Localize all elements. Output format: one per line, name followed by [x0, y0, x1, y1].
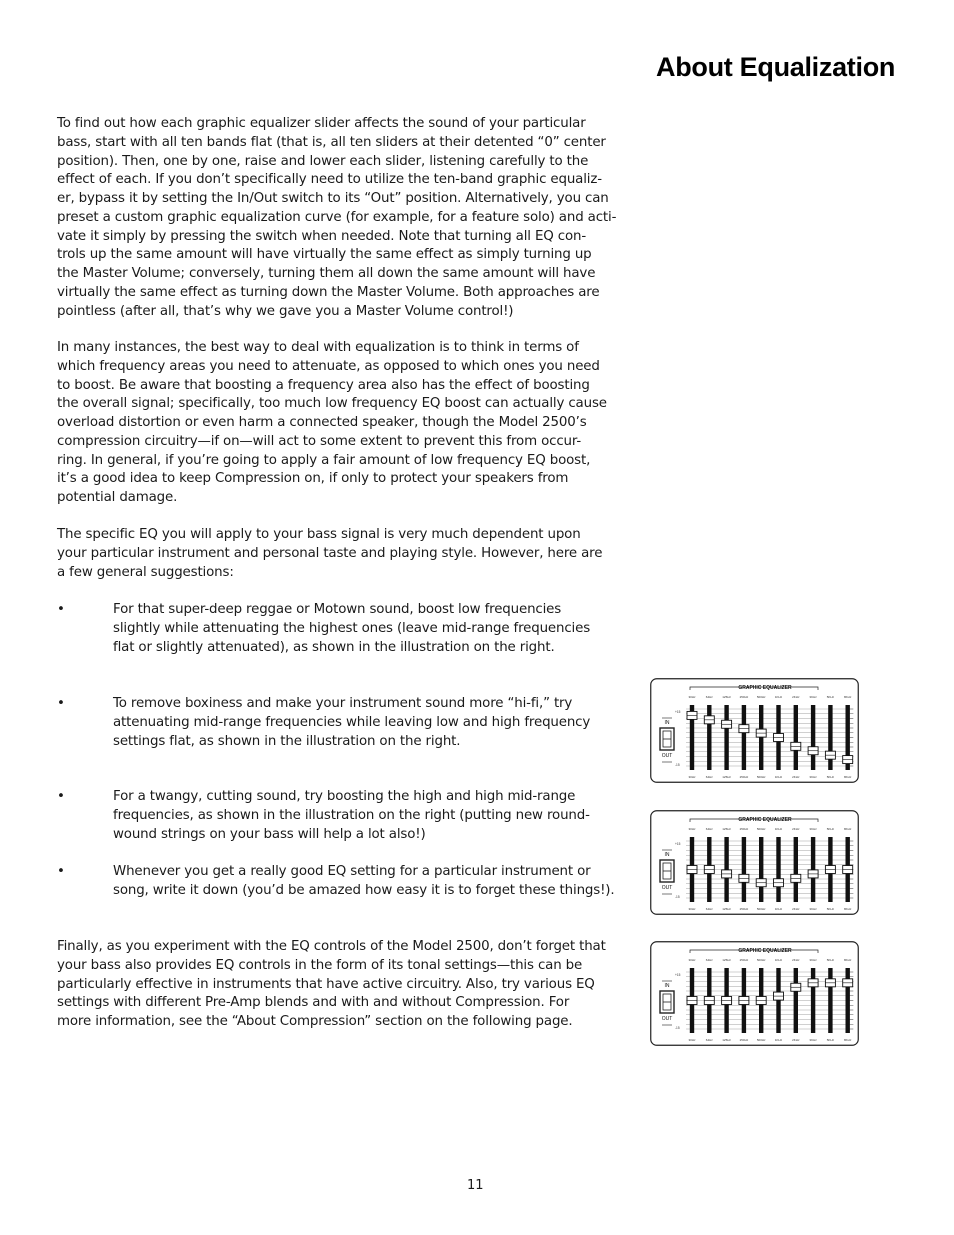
text-line: er, bypass it by setting the In/Out switch to its “Out” position. Alternatively, you can	[57, 191, 609, 206]
slider-track	[707, 705, 711, 770]
scale-bottom-label: -15	[675, 895, 680, 899]
band-label-bottom: 8KHz	[844, 1038, 852, 1042]
text-line: settings with different Pre-Amp blends and with and without Compression. For	[57, 995, 570, 1011]
text-line: frequencies, as shown in the illustration on the right (putting new round-	[113, 807, 590, 823]
slider-track	[724, 705, 728, 770]
text-line: virtually the same effect as turning down the Master Volume. Both approaches are	[57, 284, 600, 300]
band-label-top: 30Hz	[688, 695, 696, 699]
slider-track	[828, 705, 832, 770]
scale-top-label: +15	[675, 973, 681, 977]
text-line: settings flat, as shown in the illustration on the right.	[113, 733, 461, 749]
eq-illustration-reggae	[650, 678, 859, 783]
band-label-bottom: 5KHz	[826, 907, 835, 911]
switch-out-label: OUT	[661, 753, 673, 759]
band-label-bottom: 30Hz	[688, 1038, 696, 1042]
scale-bottom-label: -15	[675, 763, 680, 767]
band-label-bottom: 30Hz	[688, 907, 696, 911]
eq-illustration-hifi	[650, 810, 859, 915]
page-title: About Equalization	[656, 52, 896, 82]
scale-top-label: +15	[675, 842, 681, 846]
band-label-bottom: 8KHz	[844, 907, 852, 911]
bullet-marker: •	[57, 696, 65, 711]
eq-panel-graphic	[650, 941, 859, 1046]
eq-illustration-twangy	[650, 941, 859, 1046]
bullet-twangy	[113, 788, 623, 844]
band-label-top: 8KHz	[844, 695, 852, 699]
band-label-top: 125Hz	[722, 958, 731, 962]
band-label-top: 64Hz	[705, 827, 713, 831]
band-label-top: 8KHz	[844, 827, 852, 831]
text-line: song, write it down (you’d be amazed how easy it is to forget these things!).	[113, 882, 615, 898]
text-line: Finally, as you experiment with the EQ controls of the Model 2500, don’t forget that	[57, 939, 606, 954]
eq-title: GRAPHIC EQUALIZER	[738, 817, 792, 823]
band-label-bottom: 250Hz	[739, 1038, 749, 1042]
band-label-top: 1KHz	[774, 827, 783, 831]
band-label-bottom: 500Hz	[756, 907, 766, 911]
scale-bottom-label: -15	[675, 1026, 680, 1030]
text-line: To remove boxiness and make your instrument sound more “hi-fi,” try	[113, 696, 573, 711]
scale-top-label: +15	[675, 710, 681, 714]
band-label-top: 3KHz	[809, 827, 817, 831]
band-label-top: 250Hz	[739, 958, 749, 962]
bullet-marker: •	[57, 789, 65, 804]
band-label-bottom: 250Hz	[739, 907, 749, 911]
text-line: preset a custom graphic equalization curve (for example, for a feature solo) and acti-	[57, 209, 617, 225]
band-label-top: 3KHz	[809, 958, 817, 962]
band-label-bottom: 64Hz	[705, 907, 713, 911]
text-line: bass, start with all ten bands flat (that is, all ten sliders at their detented “0” center	[57, 134, 606, 150]
text-line: vate it simply by pressing the switch when needed. Note that turning all EQ con-	[57, 228, 587, 244]
page-number: 11	[467, 1178, 484, 1193]
text-line: attenuating mid-range frequencies while leaving low and high frequency	[113, 714, 591, 730]
text-line: compression circuitry—if on—will act to some extent to prevent this from occur-	[57, 433, 582, 449]
band-label-top: 30Hz	[688, 827, 696, 831]
text-line: pointless (after all, that’s why we gave you a Master Volume control!)	[57, 303, 514, 319]
text-line: position). Then, one by one, raise and lower each slider, listening carefully to the	[57, 153, 589, 169]
paragraph-finally	[57, 938, 617, 1032]
text-line: To find out how each graphic equalizer slider affects the sound of your particular	[57, 116, 586, 131]
band-label-top: 2KHz	[792, 827, 800, 831]
slider-track	[794, 705, 798, 770]
text-line: the Master Volume; conversely, turning them all down the same amount will have	[57, 266, 596, 281]
band-label-top: 250Hz	[739, 695, 749, 699]
switch-in-label: IN	[664, 852, 670, 858]
slider-track	[794, 968, 798, 1033]
band-label-top: 8KHz	[844, 958, 852, 962]
eq-panel-graphic	[650, 678, 859, 783]
eq-title: GRAPHIC EQUALIZER	[738, 685, 792, 691]
switch-out-label: OUT	[661, 1016, 673, 1022]
text-line: In many instances, the best way to deal with equalization is to think in terms of	[57, 340, 579, 355]
eq-title: GRAPHIC EQUALIZER	[738, 948, 792, 954]
text-line: a few general suggestions:	[57, 564, 234, 580]
band-label-top: 500Hz	[756, 695, 766, 699]
band-label-bottom: 5KHz	[826, 775, 835, 779]
text-line: particularly effective in instruments that have active circuitry. Also, try various EQ	[57, 976, 595, 992]
text-line: overload distortion or even harm a connected speaker, though the Model 2500’s	[57, 415, 587, 430]
band-label-bottom: 250Hz	[739, 775, 749, 779]
text-line: your bass also provides EQ controls in the form of its tonal settings—this can be	[57, 957, 583, 973]
text-line: flat or slightly attenuated), as shown in the illustration on the right.	[113, 639, 555, 655]
band-label-bottom: 2KHz	[792, 1038, 800, 1042]
slider-track	[742, 837, 746, 902]
band-label-bottom: 3KHz	[809, 1038, 817, 1042]
paragraph-suggestions	[57, 526, 617, 582]
band-label-bottom: 64Hz	[705, 775, 713, 779]
slider-track	[846, 968, 850, 1033]
text-line: the overall signal; specifically, too much low frequency EQ boost can actually cause	[57, 396, 607, 412]
band-label-bottom: 1KHz	[774, 1038, 783, 1042]
text-line: The specific EQ you will apply to your bass signal is very much dependent upon	[57, 527, 581, 542]
text-line: more information, see the “About Compression” section on the following page.	[57, 1014, 573, 1029]
band-label-bottom: 30Hz	[688, 775, 696, 779]
band-label-bottom: 3KHz	[809, 775, 817, 779]
band-label-top: 3KHz	[809, 695, 817, 699]
band-label-top: 2KHz	[792, 695, 800, 699]
band-label-bottom: 1KHz	[774, 775, 783, 779]
switch-out-label: OUT	[661, 885, 673, 891]
paragraph-intro	[57, 115, 617, 321]
band-label-bottom: 1KHz	[774, 907, 783, 911]
band-label-bottom: 3KHz	[809, 907, 817, 911]
bullet-reggae	[113, 601, 623, 657]
band-label-top: 1KHz	[774, 958, 783, 962]
slider-track	[742, 705, 746, 770]
text-line: slightly while attenuating the highest ones (leave mid-range frequencies	[113, 620, 591, 636]
text-line: effect of each. If you don’t specifically need to utilize the ten-band graphic equaliz-	[57, 172, 602, 188]
band-label-top: 5KHz	[826, 827, 835, 831]
band-label-top: 30Hz	[688, 958, 696, 962]
switch-in-label: IN	[664, 720, 670, 726]
text-line: it’s a good idea to keep Compression on, if only to protect your speakers from	[57, 471, 569, 487]
text-line: which frequency areas you need to attenuate, as opposed to which ones you need	[57, 358, 600, 374]
band-label-top: 2KHz	[792, 958, 800, 962]
band-label-bottom: 2KHz	[792, 907, 800, 911]
bullet-hifi	[113, 695, 623, 751]
band-label-top: 125Hz	[722, 827, 731, 831]
text-line: For a twangy, cutting sound, try boosting the high and high mid-range	[113, 789, 576, 804]
band-label-bottom: 500Hz	[756, 1038, 766, 1042]
band-label-bottom: 125Hz	[722, 775, 731, 779]
slider-track	[794, 837, 798, 902]
band-label-bottom: 500Hz	[756, 775, 766, 779]
paragraph-attenuate	[57, 339, 617, 508]
slider-track	[776, 837, 780, 902]
band-label-top: 5KHz	[826, 695, 835, 699]
band-label-top: 64Hz	[705, 695, 713, 699]
band-label-bottom: 64Hz	[705, 1038, 713, 1042]
band-label-bottom: 2KHz	[792, 775, 800, 779]
slider-track	[811, 705, 815, 770]
band-label-bottom: 125Hz	[722, 1038, 731, 1042]
bullet-write-down	[113, 863, 623, 901]
band-label-top: 125Hz	[722, 695, 731, 699]
slider-track	[811, 968, 815, 1033]
slider-track	[759, 837, 763, 902]
switch-in-label: IN	[664, 983, 670, 989]
band-label-bottom: 125Hz	[722, 907, 731, 911]
text-line: to boost. Be aware that boosting a frequency area also has the effect of boosting	[57, 377, 590, 393]
band-label-top: 500Hz	[756, 827, 766, 831]
bullet-marker: •	[57, 864, 65, 879]
band-label-bottom: 8KHz	[844, 775, 852, 779]
text-line: ring. In general, if you’re going to apply a fair amount of low frequency EQ boost,	[57, 452, 591, 468]
slider-track	[828, 968, 832, 1033]
eq-panel-graphic	[650, 810, 859, 915]
text-line: wound strings on your bass will help a lot also!)	[113, 826, 426, 842]
band-label-top: 1KHz	[774, 695, 783, 699]
text-line: Whenever you get a really good EQ setting for a particular instrument or	[113, 864, 591, 879]
text-line: trols up the same amount will have virtually the same effect as simply turning up	[57, 247, 592, 263]
band-label-top: 5KHz	[826, 958, 835, 962]
band-label-top: 64Hz	[705, 958, 713, 962]
band-label-top: 500Hz	[756, 958, 766, 962]
bullet-marker: •	[57, 602, 65, 617]
band-label-bottom: 5KHz	[826, 1038, 835, 1042]
band-label-top: 250Hz	[739, 827, 749, 831]
text-line: your particular instrument and personal taste and playing style. However, here are	[57, 545, 603, 561]
text-line: For that super-deep reggae or Motown sound, boost low frequencies	[113, 602, 562, 617]
text-line: potential damage.	[57, 490, 178, 505]
